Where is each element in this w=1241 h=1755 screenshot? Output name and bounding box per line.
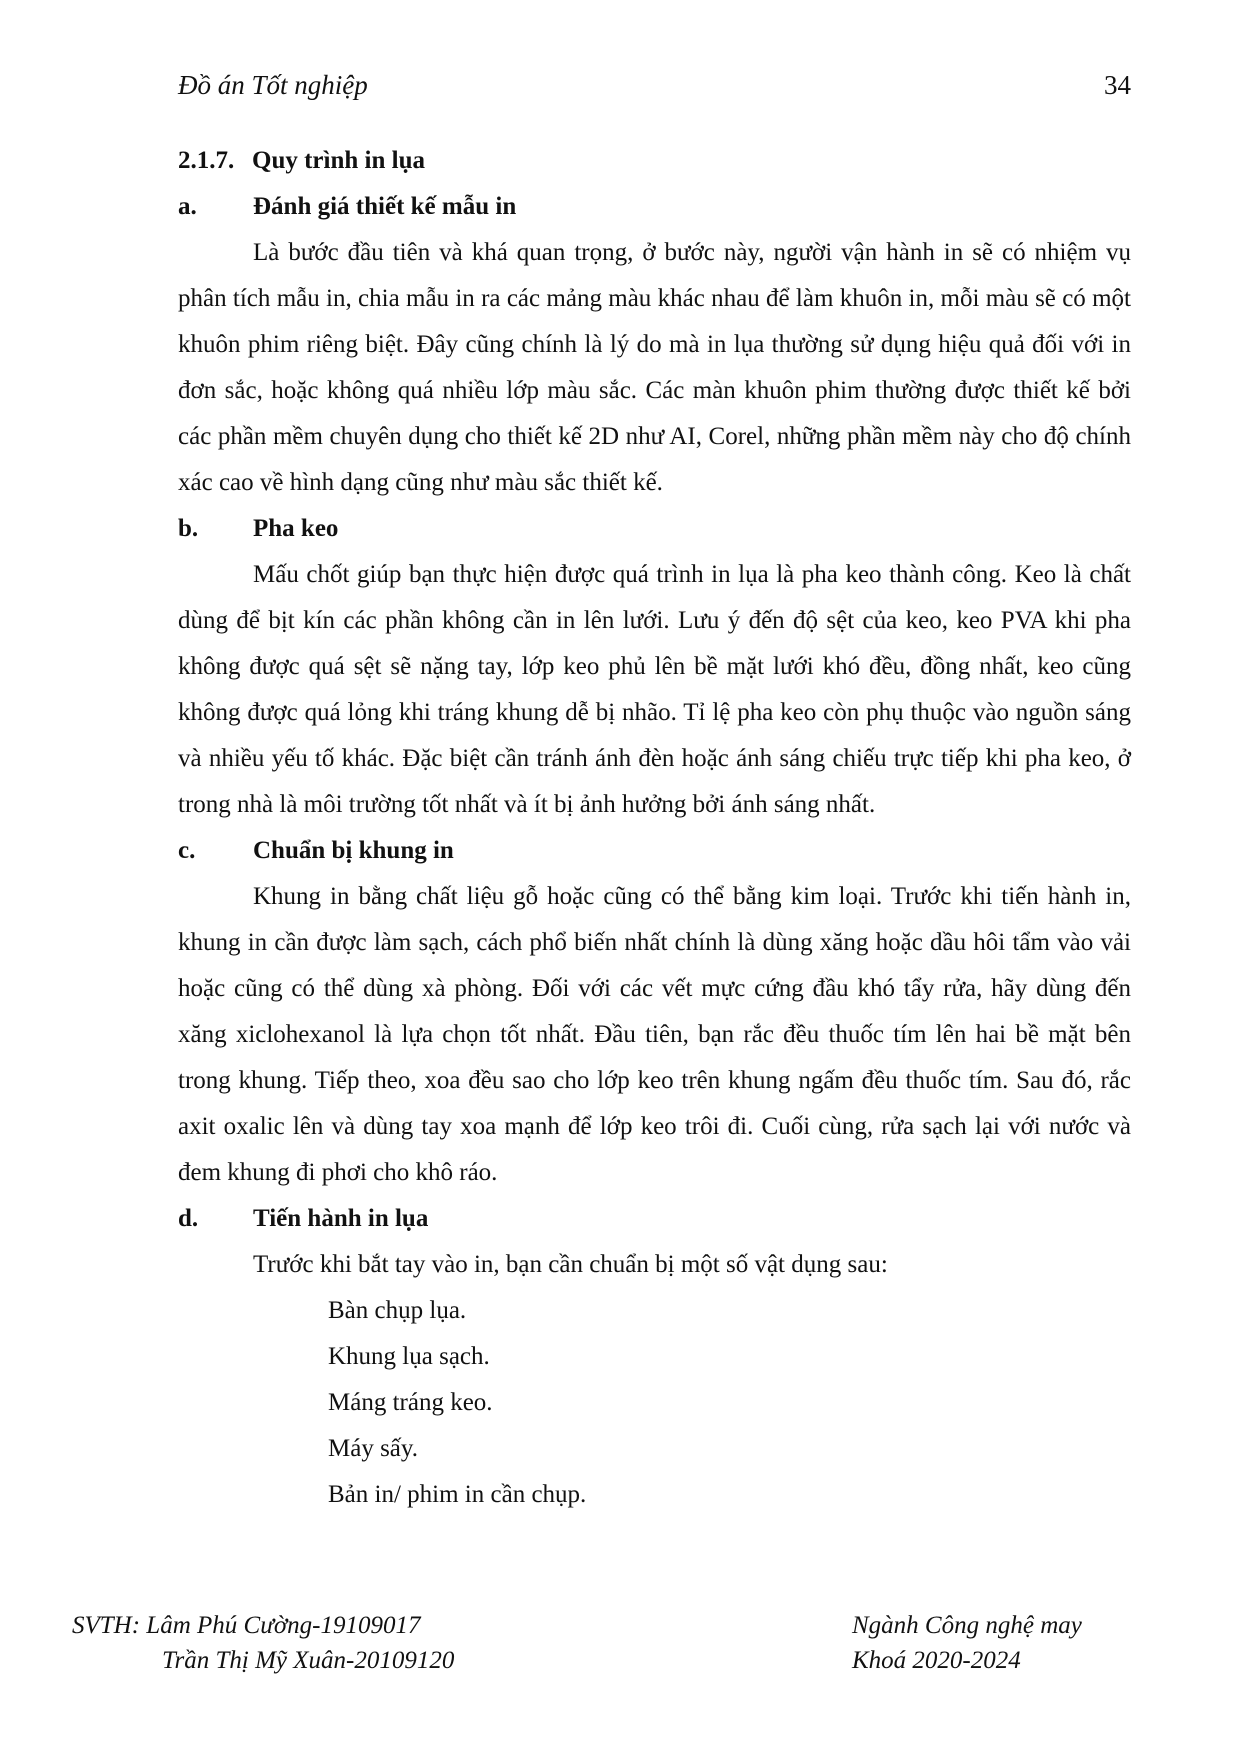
list-item: Khung lụa sạch. — [328, 1343, 490, 1370]
list-item: Máng tráng keo. — [328, 1389, 493, 1416]
footer-student-line-1: SVTH: Lâm Phú Cường-19109017 — [72, 1612, 421, 1639]
subsection-c-title: Chuẩn bị khung in — [253, 837, 454, 864]
section-number: 2.1.7. — [178, 147, 235, 174]
subsection-b-paragraph: Mấu chốt giúp bạn thực hiện được quá trình in lụa là pha keo thành công. Keo là chất dùng để bịt kín các phần không cần in lên lưới. Lưu ý đến độ sệt của keo, keo PVA khi pha không được quá sệt sẽ nặng tay, lớp keo phủ lên bề mặt lưới khó đều, đồng nhất, keo cũng không được quá lỏng khi tráng khung dễ bị nhão. Tỉ lệ pha keo còn phụ thuộc vào nguồn sáng và nhiều yếu tố khác. Đặc biệt cần tránh ánh đèn hoặc ánh sáng chiếu trực tiếp khi pha keo, ở trong nhà là môi trường tốt nhất và ít bị ảnh hưởng bởi ánh sáng nhất. — [178, 561, 1131, 818]
list-item: Máy sấy. — [328, 1435, 419, 1462]
footer-program — [852, 1608, 1082, 1678]
subsection-d-label: d. — [178, 1205, 199, 1232]
footer-student-line-2: Trần Thị Mỹ Xuân-20109120 — [162, 1647, 455, 1674]
footer-cohort: Khoá 2020-2024 — [852, 1647, 1021, 1674]
footer-major: Ngành Công nghệ may — [852, 1612, 1082, 1639]
equipment-list — [178, 1288, 1131, 1518]
subsection-a-title: Đánh giá thiết kế mẫu in — [253, 193, 517, 220]
subsection-d-heading — [178, 1196, 1131, 1242]
subsection-a-heading — [178, 184, 1131, 230]
subsection-a-paragraph: Là bước đầu tiên và khá quan trọng, ở bước này, người vận hành in sẽ có nhiệm vụ phân tích mẫu in, chia mẫu in ra các mảng màu khác nhau để làm khuôn in, mỗi màu sẽ có một khuôn phim riêng biệt. Đây cũng chính là lý do mà in lụa thường sử dụng hiệu quả đối với in đơn sắc, hoặc không quá nhiều lớp màu sắc. Các màn khuôn phim thường được thiết kế bởi các phần mềm chuyên dụng cho thiết kế 2D như AI, Corel, những phần mềm này cho độ chính xác cao về hình dạng cũng như màu sắc thiết kế. — [178, 239, 1131, 496]
list-item: Bản in/ phim in cần chụp. — [328, 1481, 587, 1508]
subsection-d-intro: Trước khi bắt tay vào in, bạn cần chuẩn bị một số vật dụng sau: — [253, 1251, 888, 1278]
header-title: Đồ án Tốt nghiệp — [178, 70, 368, 100]
list-item: Bàn chụp lụa. — [328, 1297, 467, 1324]
subsection-a-label: a. — [178, 193, 197, 220]
subsection-c-paragraph: Khung in bằng chất liệu gỗ hoặc cũng có thể bằng kim loại. Trước khi tiến hành in, khung in cần được làm sạch, cách phổ biến nhất chính là dùng xăng hoặc dầu hôi tẩm vào vải hoặc cũng có thể dùng xà phòng. Đối với các vết mực cứng đầu khó tẩy rửa, hãy dùng đến xăng xiclohexanol là lựa chọn tốt nhất. Đầu tiên, bạn rắc đều thuốc tím lên hai bề mặt bên trong khung. Tiếp theo, xoa đều sao cho lớp keo trên khung ngấm đều thuốc tím. Sau đó, rắc axit oxalic lên và dùng tay xoa mạnh để lớp keo trôi đi. Cuối cùng, rửa sạch lại với nước và đem khung đi phơi cho khô ráo. — [178, 883, 1131, 1186]
subsection-b-label: b. — [178, 515, 199, 542]
subsection-d-title: Tiến hành in lụa — [253, 1205, 429, 1232]
subsection-b-heading — [178, 506, 1131, 552]
page-content — [178, 138, 1131, 1518]
subsection-c-label: c. — [178, 837, 196, 864]
section-heading — [178, 138, 1131, 184]
subsection-c-heading — [178, 828, 1131, 874]
subsection-b-title: Pha keo — [253, 515, 339, 542]
section-title: Quy trình in lụa — [252, 147, 425, 174]
footer-students — [72, 1608, 454, 1678]
page-number: 34 — [1104, 70, 1131, 100]
